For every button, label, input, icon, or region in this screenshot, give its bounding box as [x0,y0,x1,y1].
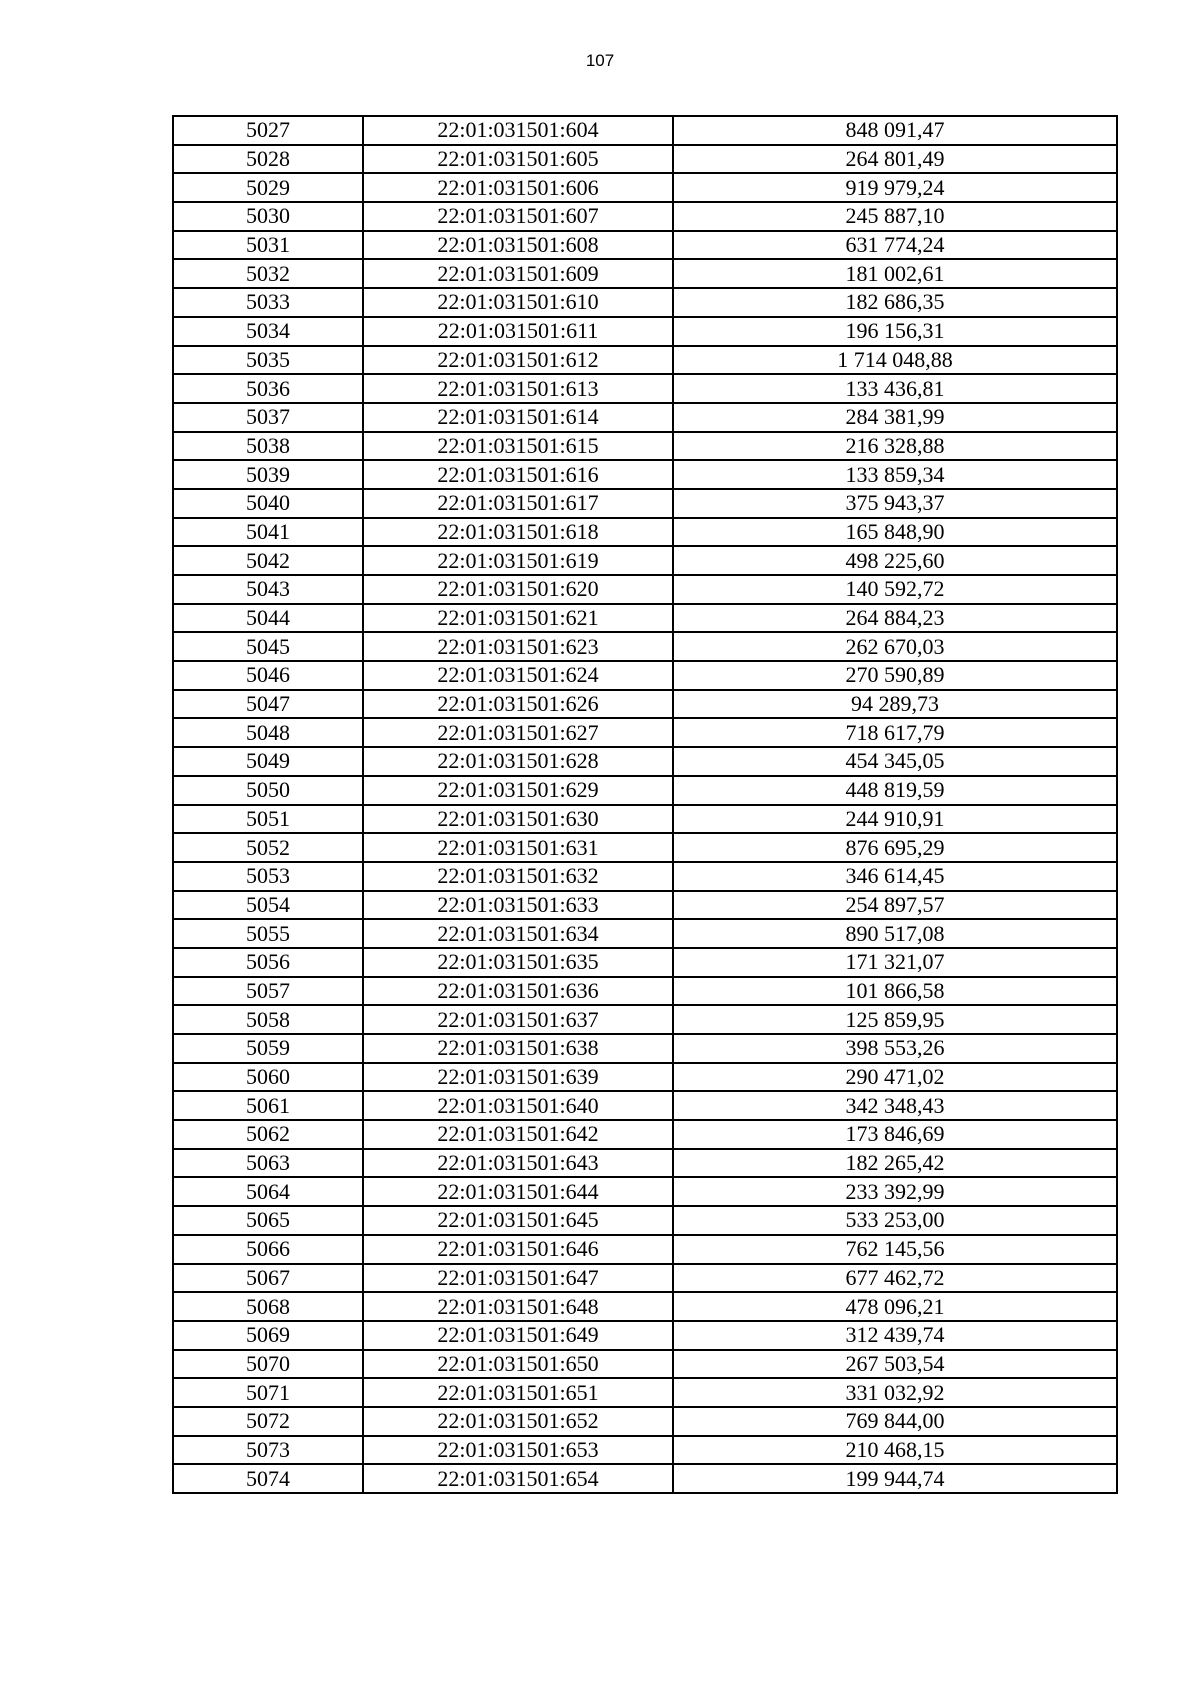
row-number-cell: 5036 [173,374,363,403]
cadastral-number-cell: 22:01:031501:638 [363,1034,673,1063]
cadastral-value-cell: 919 979,24 [673,173,1117,202]
row-number-cell: 5068 [173,1292,363,1321]
table-row [173,518,1117,547]
cadastral-number-cell: 22:01:031501:634 [363,919,673,948]
row-number-cell: 5041 [173,518,363,547]
table-row [173,1436,1117,1465]
row-number-cell: 5032 [173,259,363,288]
cadastral-value-cell: 533 253,00 [673,1206,1117,1235]
cadastral-number-cell: 22:01:031501:651 [363,1378,673,1407]
row-number-cell: 5069 [173,1321,363,1350]
table-row [173,288,1117,317]
cadastral-number-cell: 22:01:031501:621 [363,604,673,633]
row-number-cell: 5042 [173,546,363,575]
table-row [173,317,1117,346]
cadastral-value-cell: 262 670,03 [673,632,1117,661]
cadastral-number-cell: 22:01:031501:644 [363,1177,673,1206]
row-number-cell: 5066 [173,1235,363,1264]
row-number-cell: 5052 [173,833,363,862]
cadastral-value-cell: 171 321,07 [673,948,1117,977]
cadastral-number-cell: 22:01:031501:653 [363,1436,673,1465]
cadastral-value-cell: 264 801,49 [673,145,1117,174]
cadastral-number-cell: 22:01:031501:607 [363,202,673,231]
cadastral-value-cell: 762 145,56 [673,1235,1117,1264]
row-number-cell: 5031 [173,231,363,260]
cadastral-number-cell: 22:01:031501:631 [363,833,673,862]
row-number-cell: 5046 [173,661,363,690]
row-number-cell: 5053 [173,862,363,891]
cadastral-value-cell: 346 614,45 [673,862,1117,891]
cadastral-number-cell: 22:01:031501:627 [363,718,673,747]
cadastral-value-cell: 312 439,74 [673,1321,1117,1350]
cadastral-number-cell: 22:01:031501:636 [363,977,673,1006]
row-number-cell: 5028 [173,145,363,174]
table-row [173,891,1117,920]
table-row [173,833,1117,862]
cadastral-number-cell: 22:01:031501:635 [363,948,673,977]
table-row [173,1206,1117,1235]
table-row [173,546,1117,575]
cadastral-value-cell: 182 686,35 [673,288,1117,317]
cadastral-number-cell: 22:01:031501:605 [363,145,673,174]
row-number-cell: 5029 [173,173,363,202]
cadastral-number-cell: 22:01:031501:633 [363,891,673,920]
cadastral-value-cell: 233 392,99 [673,1177,1117,1206]
row-number-cell: 5060 [173,1063,363,1092]
cadastral-value-cell: 199 944,74 [673,1464,1117,1493]
table-row [173,145,1117,174]
cadastral-number-cell: 22:01:031501:609 [363,259,673,288]
table-row [173,805,1117,834]
table-row [173,1321,1117,1350]
cadastral-value-cell: 448 819,59 [673,776,1117,805]
cadastral-value-cell: 196 156,31 [673,317,1117,346]
table-row [173,575,1117,604]
cadastral-number-cell: 22:01:031501:611 [363,317,673,346]
row-number-cell: 5074 [173,1464,363,1493]
cadastral-number-cell: 22:01:031501:614 [363,403,673,432]
cadastral-value-cell: 254 897,57 [673,891,1117,920]
cadastral-number-cell: 22:01:031501:648 [363,1292,673,1321]
cadastral-number-cell: 22:01:031501:623 [363,632,673,661]
cadastral-value-cell: 498 225,60 [673,546,1117,575]
cadastral-number-cell: 22:01:031501:637 [363,1005,673,1034]
row-number-cell: 5056 [173,948,363,977]
table-row [173,862,1117,891]
cadastral-number-cell: 22:01:031501:640 [363,1091,673,1120]
cadastral-value-table [172,115,1118,1494]
cadastral-value-cell: 181 002,61 [673,259,1117,288]
cadastral-value-cell: 244 910,91 [673,805,1117,834]
table-row [173,1063,1117,1092]
cadastral-value-cell: 270 590,89 [673,661,1117,690]
cadastral-number-cell: 22:01:031501:646 [363,1235,673,1264]
row-number-cell: 5073 [173,1436,363,1465]
cadastral-value-cell: 210 468,15 [673,1436,1117,1465]
cadastral-number-cell: 22:01:031501:617 [363,489,673,518]
cadastral-value-cell: 331 032,92 [673,1378,1117,1407]
cadastral-value-cell: 216 328,88 [673,432,1117,461]
table-row [173,173,1117,202]
cadastral-number-cell: 22:01:031501:652 [363,1407,673,1436]
cadastral-value-cell: 398 553,26 [673,1034,1117,1063]
table-row [173,1264,1117,1293]
table-row [173,1464,1117,1493]
cadastral-value-cell: 101 866,58 [673,977,1117,1006]
cadastral-number-cell: 22:01:031501:649 [363,1321,673,1350]
cadastral-number-cell: 22:01:031501:620 [363,575,673,604]
cadastral-number-cell: 22:01:031501:632 [363,862,673,891]
row-number-cell: 5038 [173,432,363,461]
row-number-cell: 5055 [173,919,363,948]
row-number-cell: 5037 [173,403,363,432]
table-row [173,374,1117,403]
row-number-cell: 5034 [173,317,363,346]
cadastral-number-cell: 22:01:031501:650 [363,1350,673,1379]
table-row [173,202,1117,231]
cadastral-value-cell: 140 592,72 [673,575,1117,604]
table-row [173,632,1117,661]
table-row [173,116,1117,145]
cadastral-value-cell: 182 265,42 [673,1149,1117,1178]
row-number-cell: 5054 [173,891,363,920]
table-row [173,1407,1117,1436]
table-row [173,661,1117,690]
row-number-cell: 5072 [173,1407,363,1436]
row-number-cell: 5045 [173,632,363,661]
table-row [173,977,1117,1006]
table-row [173,1177,1117,1206]
table-row [173,1034,1117,1063]
row-number-cell: 5050 [173,776,363,805]
row-number-cell: 5049 [173,747,363,776]
table-row [173,1005,1117,1034]
table-row [173,489,1117,518]
table-row [173,948,1117,977]
cadastral-number-cell: 22:01:031501:619 [363,546,673,575]
cadastral-number-cell: 22:01:031501:615 [363,432,673,461]
row-number-cell: 5027 [173,116,363,145]
cadastral-value-cell: 133 436,81 [673,374,1117,403]
table-row [173,1350,1117,1379]
table-row [173,1149,1117,1178]
cadastral-value-cell: 454 345,05 [673,747,1117,776]
cadastral-number-cell: 22:01:031501:612 [363,346,673,375]
row-number-cell: 5065 [173,1206,363,1235]
table-row [173,1235,1117,1264]
cadastral-value-cell: 245 887,10 [673,202,1117,231]
row-number-cell: 5030 [173,202,363,231]
cadastral-value-cell: 342 348,43 [673,1091,1117,1120]
cadastral-number-cell: 22:01:031501:626 [363,690,673,719]
cadastral-value-cell: 284 381,99 [673,403,1117,432]
table-row [173,1091,1117,1120]
row-number-cell: 5043 [173,575,363,604]
row-number-cell: 5061 [173,1091,363,1120]
row-number-cell: 5040 [173,489,363,518]
row-number-cell: 5059 [173,1034,363,1063]
cadastral-number-cell: 22:01:031501:654 [363,1464,673,1493]
row-number-cell: 5057 [173,977,363,1006]
cadastral-value-cell: 677 462,72 [673,1264,1117,1293]
row-number-cell: 5048 [173,718,363,747]
row-number-cell: 5062 [173,1120,363,1149]
cadastral-value-cell: 631 774,24 [673,231,1117,260]
table-row [173,690,1117,719]
cadastral-value-cell: 133 859,34 [673,460,1117,489]
cadastral-number-cell: 22:01:031501:645 [363,1206,673,1235]
cadastral-value-cell: 1 714 048,88 [673,346,1117,375]
table-row [173,259,1117,288]
cadastral-number-cell: 22:01:031501:639 [363,1063,673,1092]
cadastral-value-cell: 165 848,90 [673,518,1117,547]
cadastral-value-cell: 718 617,79 [673,718,1117,747]
cadastral-value-cell: 890 517,08 [673,919,1117,948]
cadastral-number-cell: 22:01:031501:606 [363,173,673,202]
cadastral-value-cell: 173 846,69 [673,1120,1117,1149]
cadastral-number-cell: 22:01:031501:604 [363,116,673,145]
cadastral-number-cell: 22:01:031501:630 [363,805,673,834]
table-row [173,919,1117,948]
table-row [173,346,1117,375]
cadastral-number-cell: 22:01:031501:616 [363,460,673,489]
cadastral-number-cell: 22:01:031501:643 [363,1149,673,1178]
table-row [173,718,1117,747]
cadastral-value-cell: 876 695,29 [673,833,1117,862]
table-row [173,432,1117,461]
row-number-cell: 5063 [173,1149,363,1178]
cadastral-value-cell: 125 859,95 [673,1005,1117,1034]
cadastral-value-cell: 290 471,02 [673,1063,1117,1092]
cadastral-number-cell: 22:01:031501:642 [363,1120,673,1149]
row-number-cell: 5071 [173,1378,363,1407]
row-number-cell: 5044 [173,604,363,633]
row-number-cell: 5070 [173,1350,363,1379]
cadastral-number-cell: 22:01:031501:610 [363,288,673,317]
cadastral-number-cell: 22:01:031501:624 [363,661,673,690]
table-row [173,747,1117,776]
table-row [173,776,1117,805]
cadastral-value-cell: 478 096,21 [673,1292,1117,1321]
table-row [173,231,1117,260]
page-number: 107 [585,51,615,70]
cadastral-number-cell: 22:01:031501:608 [363,231,673,260]
cadastral-value-cell: 94 289,73 [673,690,1117,719]
cadastral-value-cell: 267 503,54 [673,1350,1117,1379]
table-row [173,1120,1117,1149]
row-number-cell: 5035 [173,346,363,375]
cadastral-number-cell: 22:01:031501:613 [363,374,673,403]
cadastral-number-cell: 22:01:031501:618 [363,518,673,547]
row-number-cell: 5051 [173,805,363,834]
table-row [173,1292,1117,1321]
cadastral-value-cell: 264 884,23 [673,604,1117,633]
table-row [173,460,1117,489]
table-body [173,116,1117,1493]
row-number-cell: 5058 [173,1005,363,1034]
cadastral-number-cell: 22:01:031501:647 [363,1264,673,1293]
cadastral-value-cell: 769 844,00 [673,1407,1117,1436]
row-number-cell: 5064 [173,1177,363,1206]
row-number-cell: 5033 [173,288,363,317]
row-number-cell: 5067 [173,1264,363,1293]
table-row [173,403,1117,432]
row-number-cell: 5047 [173,690,363,719]
cadastral-value-cell: 848 091,47 [673,116,1117,145]
table-row [173,1378,1117,1407]
table-row [173,604,1117,633]
row-number-cell: 5039 [173,460,363,489]
cadastral-value-cell: 375 943,37 [673,489,1117,518]
cadastral-number-cell: 22:01:031501:628 [363,747,673,776]
cadastral-number-cell: 22:01:031501:629 [363,776,673,805]
